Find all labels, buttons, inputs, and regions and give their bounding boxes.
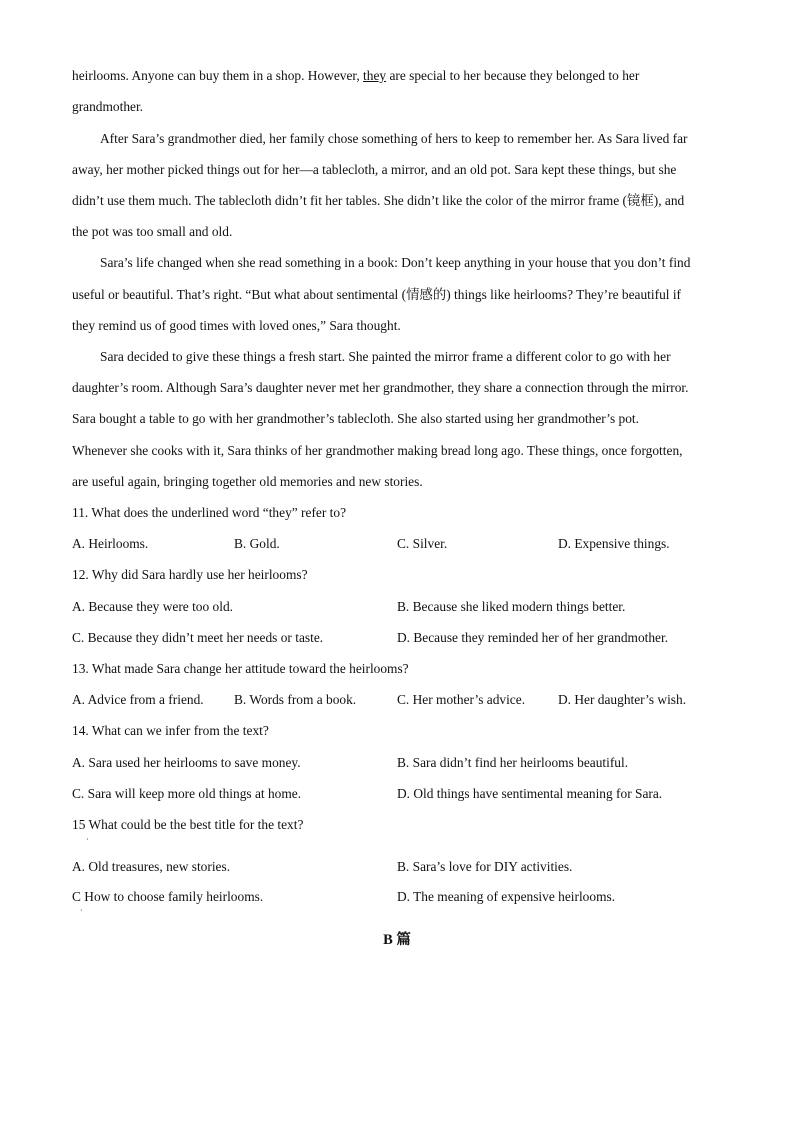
option-11c[interactable]: C. Silver.: [397, 536, 448, 551]
option-14a[interactable]: A. Sara used her heirlooms to save money.: [72, 755, 301, 770]
passage-line: they remind us of good times with loved ones,” Sara thought.: [72, 318, 401, 333]
option-15d[interactable]: D. The meaning of expensive heirlooms.: [397, 889, 616, 904]
option-14b[interactable]: B. Sara didn’t find her heirlooms beautiful.: [397, 755, 629, 770]
dot-mark: ·: [86, 835, 89, 844]
option-11d[interactable]: D. Expensive things.: [558, 536, 670, 551]
option-13d[interactable]: D. Her daughter’s wish.: [558, 692, 687, 707]
passage-line: the pot was too small and old.: [72, 224, 233, 239]
section-heading: B 篇: [383, 932, 411, 948]
passage-line: away, her mother picked things out for her—a tablecloth, a mirror, and an old pot. Sara kept these things, but she: [72, 162, 677, 177]
passage-line: [72, 68, 639, 84]
option-14d[interactable]: D. Old things have sentimental meaning for Sara.: [397, 786, 663, 801]
passage-line: Whenever she cooks with it, Sara thinks of her grandmother making bread long ago. These things, once forgotten,: [72, 443, 683, 458]
question-14: 14. What can we infer from the text?: [72, 723, 269, 738]
question-13: 13. What made Sara change her attitude toward the heirlooms?: [72, 661, 409, 676]
option-15b[interactable]: B. Sara’s love for DIY activities.: [397, 859, 573, 874]
question-15: 15 What could be the best title for the text?: [72, 817, 304, 832]
passage-line: Sara bought a table to go with her grandmother’s tablecloth. She also started using her grandmother’s pot.: [72, 411, 639, 426]
passage-line: After Sara’s grandmother died, her family chose something of hers to keep to remember her. As Sara lived far: [100, 131, 688, 146]
option-12b[interactable]: B. Because she liked modern things better.: [397, 599, 626, 614]
option-13b[interactable]: B. Words from a book.: [234, 692, 357, 707]
passage-line: didn’t use them much. The tablecloth didn’t fit her tables. She didn’t like the color of the mirror frame (镜框), and: [72, 193, 685, 208]
passage-line: daughter’s room. Although Sara’s daughter never met her grandmother, they share a connection through the mirror.: [72, 380, 689, 395]
option-12c[interactable]: C. Because they didn’t meet her needs or taste.: [72, 630, 324, 645]
passage-line: Sara decided to give these things a fresh start. She painted the mirror frame a different color to go with her: [100, 349, 671, 364]
passage-text: are special to her because they belonged to her: [386, 68, 640, 83]
underlined-word: they: [363, 68, 387, 83]
option-11b[interactable]: B. Gold.: [234, 536, 280, 551]
option-13c[interactable]: C. Her mother’s advice.: [397, 692, 526, 707]
option-12d[interactable]: D. Because they reminded her of her grandmother.: [397, 630, 669, 645]
option-13a[interactable]: A. Advice from a friend.: [72, 692, 204, 707]
question-12: 12. Why did Sara hardly use her heirlooms?: [72, 567, 308, 582]
question-11: 11. What does the underlined word “they” refer to?: [72, 505, 347, 520]
dot-mark: ·: [80, 906, 83, 915]
option-12a[interactable]: A. Because they were too old.: [72, 599, 234, 614]
passage-line: are useful again, bringing together old memories and new stories.: [72, 474, 423, 489]
passage-line: Sara’s life changed when she read something in a book: Don’t keep anything in your house that you don’t find: [100, 255, 691, 270]
option-11a[interactable]: A. Heirlooms.: [72, 536, 149, 551]
option-14c[interactable]: C. Sara will keep more old things at home.: [72, 786, 302, 801]
passage-line: grandmother.: [72, 99, 144, 114]
option-15c[interactable]: C How to choose family heirlooms.: [72, 889, 264, 904]
option-15a[interactable]: A. Old treasures, new stories.: [72, 859, 231, 874]
passage-line: useful or beautiful. That’s right. “But what about sentimental (情感的) things like heirlooms? They’re beautiful if: [72, 287, 682, 302]
passage-text: heirlooms. Anyone can buy them in a shop. However,: [72, 68, 364, 83]
